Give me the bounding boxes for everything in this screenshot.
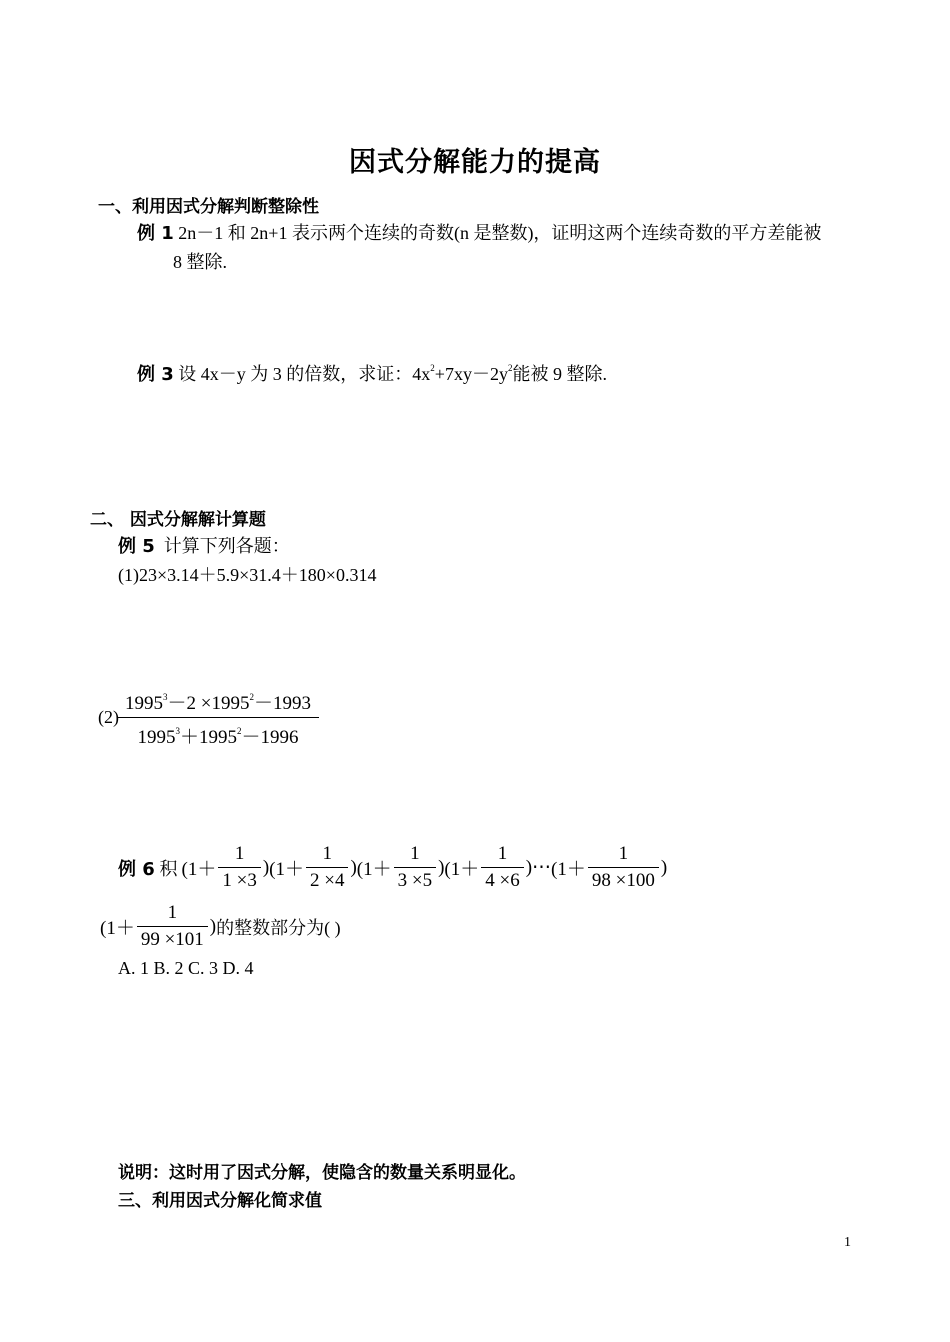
page-title: 因式分解能力的提高 xyxy=(349,147,601,178)
factor-1-fraction xyxy=(306,843,348,892)
question-2-denominator xyxy=(117,717,319,749)
example3-sup1: 2 xyxy=(430,363,435,373)
q2-den-sup1: 3 xyxy=(175,726,180,736)
last-factor-denominator: 99 ×101 xyxy=(137,926,208,951)
factor-0-fraction xyxy=(218,843,260,892)
q2-den-b: ＋1995 xyxy=(179,727,237,748)
q2-num-c: －1993 xyxy=(253,693,311,714)
example1-line1 xyxy=(137,219,821,245)
example5-label: 例 5 xyxy=(118,536,155,557)
factor-2-close: ) xyxy=(438,856,445,878)
q2-den-c: －1996 xyxy=(241,727,299,748)
example6-line1 xyxy=(118,843,667,892)
example6-tail: 的整数部分为( ) xyxy=(216,917,341,938)
example3-text-a: 设 4x－y 为 3 的倍数，求证：4x xyxy=(178,364,431,384)
factor-3-fraction xyxy=(481,843,523,892)
factor-2-fraction xyxy=(394,843,436,892)
factor-2-denominator: 3 ×5 xyxy=(394,867,436,892)
factor-0-open: (1＋ xyxy=(181,859,217,880)
question-2-label: (2) xyxy=(98,707,119,727)
factor-3-close: )⋯ xyxy=(525,857,552,878)
factor-3-open: (1＋ xyxy=(444,859,480,880)
example3 xyxy=(137,360,607,386)
example5 xyxy=(118,532,290,558)
q2-num-sup1: 3 xyxy=(163,692,168,702)
question-2-fraction xyxy=(121,686,315,749)
example6-line2 xyxy=(100,902,341,951)
q2-num-b: －2 ×1995 xyxy=(167,693,250,714)
note-text: 说明：这时用了因式分解，使隐含的数量关系明显化。 xyxy=(118,1163,526,1183)
last-factor-close: ) xyxy=(209,915,217,937)
q2-den-sup2: 2 xyxy=(236,726,242,736)
section1-heading: 一、利用因式分解判断整除性 xyxy=(98,197,319,217)
example6-options: A. 1 B. 2 C. 3 D. 4 xyxy=(118,958,254,978)
last-factor-numerator: 1 xyxy=(167,902,178,923)
question-2-numerator xyxy=(121,686,315,717)
example1-line2: 8 整除. xyxy=(173,252,227,272)
factor-3-numerator: 1 xyxy=(497,843,508,864)
example6-prefix: 积 xyxy=(159,858,178,879)
factor-4-close: ) xyxy=(660,856,668,878)
last-factor-fraction xyxy=(137,902,208,951)
page-number: 1 xyxy=(844,1235,851,1250)
example5-text: 计算下列各题： xyxy=(163,536,290,556)
example6-factors xyxy=(182,843,668,892)
factor-2-numerator: 1 xyxy=(410,843,420,864)
example3-label: 例 3 xyxy=(137,364,174,385)
example3-text-c: 能被 9 整除. xyxy=(512,364,607,384)
factor-1-numerator: 1 xyxy=(322,843,332,864)
example1-label: 例 1 xyxy=(137,223,174,244)
question-2 xyxy=(98,686,317,749)
factor-0-close: ) xyxy=(262,856,270,878)
factor-1-close: ) xyxy=(350,856,357,878)
q2-num-sup2: 2 xyxy=(249,692,254,702)
factor-2-open: (1＋ xyxy=(356,859,392,880)
factor-4-open: (1＋ xyxy=(551,859,586,880)
last-factor-open: (1＋ xyxy=(100,918,135,939)
factor-1-denominator: 2 ×4 xyxy=(306,867,348,892)
factor-4-numerator: 1 xyxy=(618,843,629,864)
factor-0-numerator: 1 xyxy=(234,843,245,864)
factor-1-open: (1＋ xyxy=(269,859,304,880)
section2-heading: 二、 因式分解解计算题 xyxy=(90,510,266,530)
factor-4-fraction xyxy=(588,843,659,892)
factor-0-denominator: 1 ×3 xyxy=(218,867,260,892)
q2-num-a: 1995 xyxy=(125,693,163,714)
section3-heading: 三、利用因式分解化简求值 xyxy=(118,1191,322,1211)
example3-sup2: 2 xyxy=(507,363,513,373)
example3-text-b: +7xy－2y xyxy=(434,364,508,384)
question-1: (1)23×3.14＋5.9×31.4＋180×0.314 xyxy=(118,565,377,585)
factor-3-denominator: 4 ×6 xyxy=(481,867,523,892)
q2-den-a: 1995 xyxy=(137,727,176,748)
example6-label: 例 6 xyxy=(118,858,155,880)
example1-text: 2n－1 和 2n+1 表示两个连续的奇数(n 是整数)，证明这两个连续奇数的平方差能被 xyxy=(178,223,822,243)
factor-4-denominator: 98 ×100 xyxy=(588,867,659,892)
